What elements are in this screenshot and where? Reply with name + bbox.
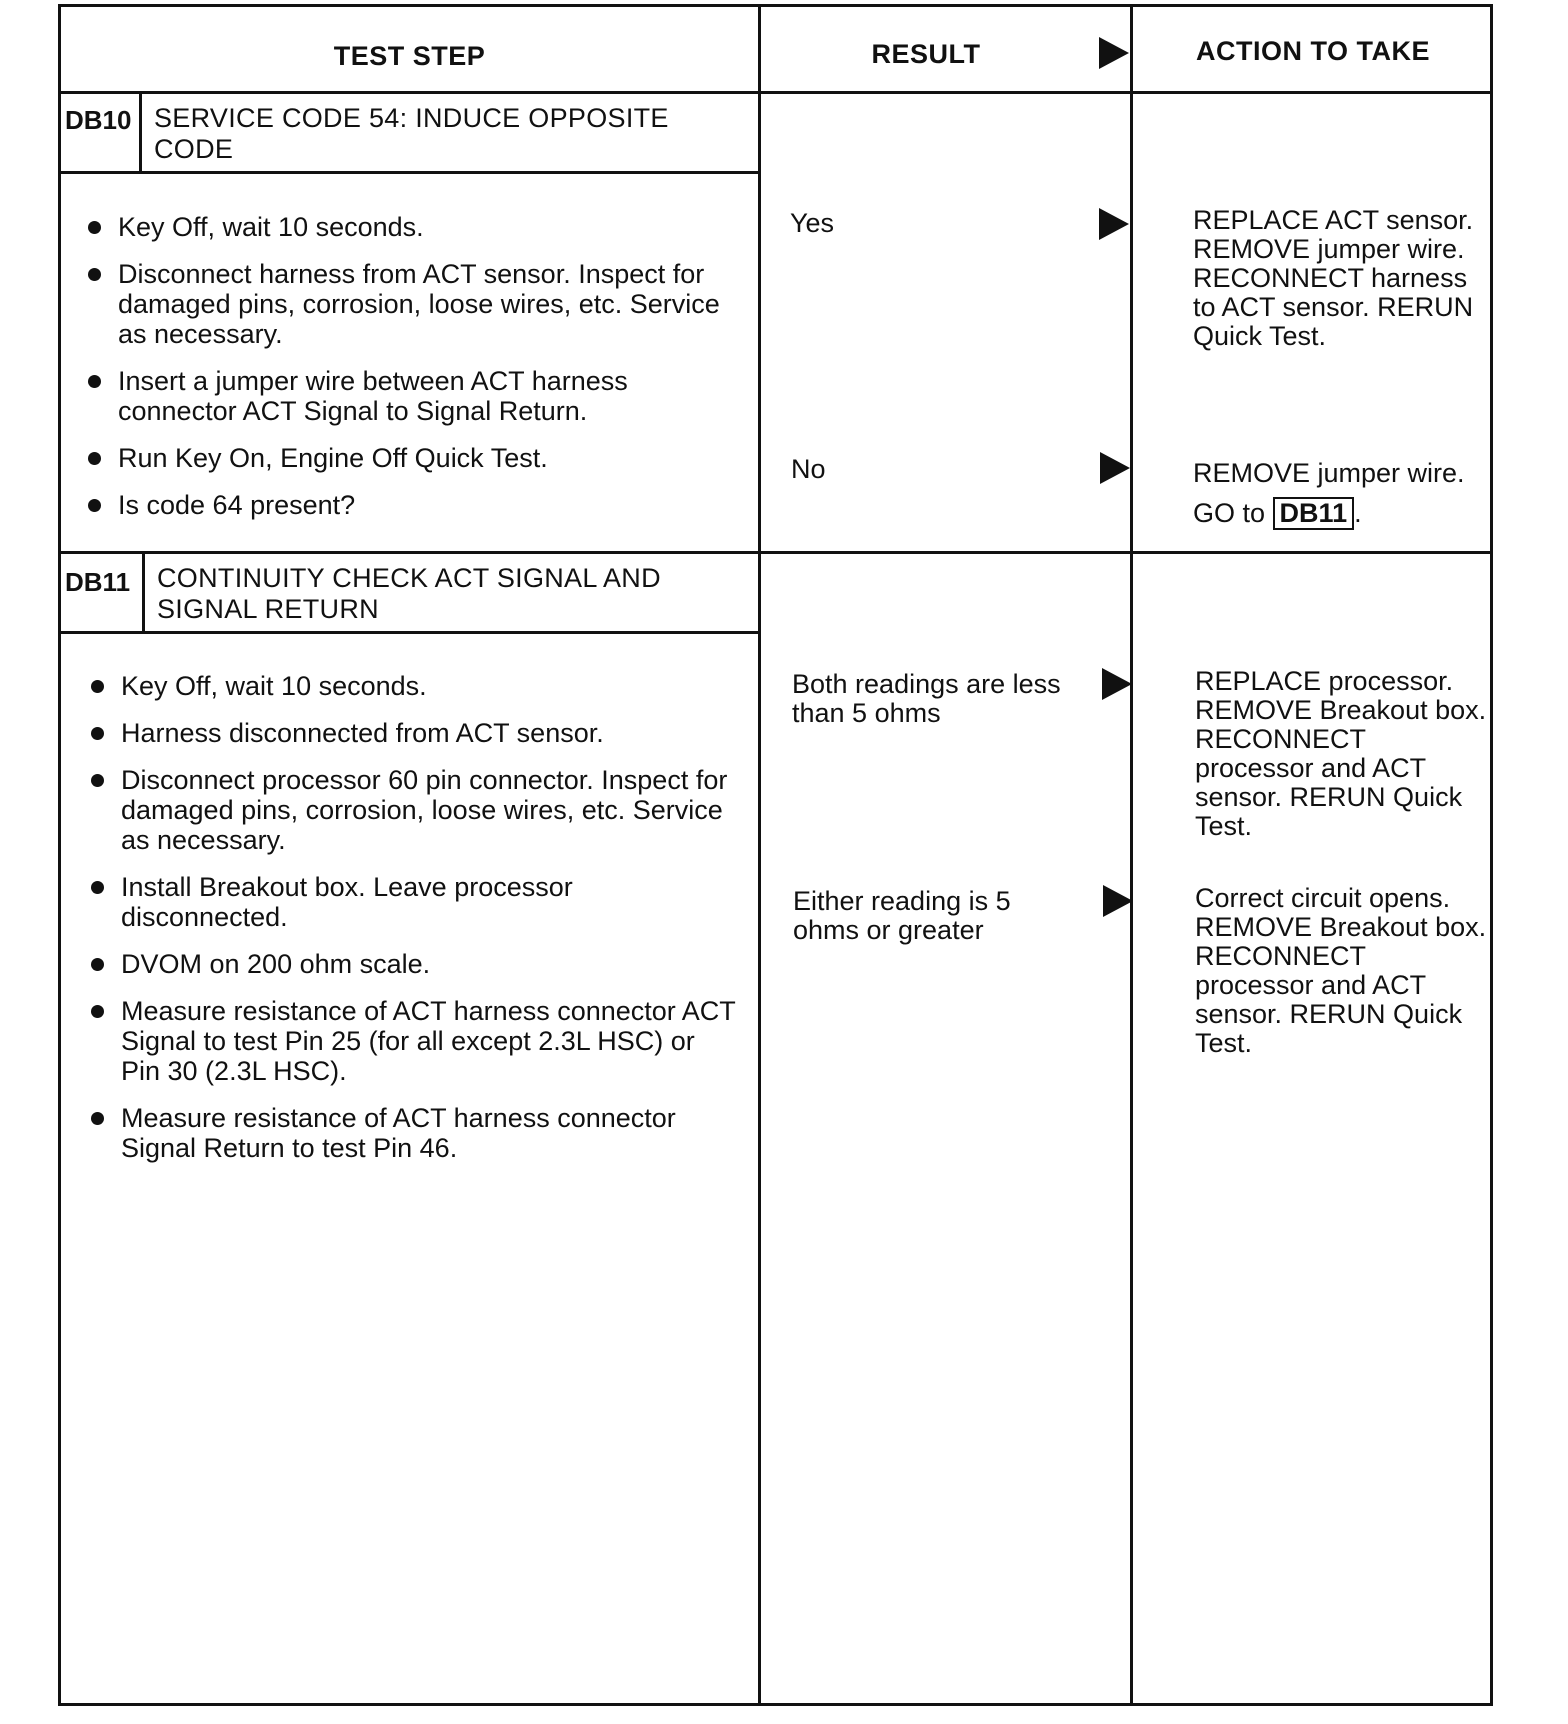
list-item: Key Off, wait 10 seconds. xyxy=(91,671,741,701)
bullet-icon xyxy=(91,958,104,971)
column-divider-action xyxy=(1130,7,1133,1703)
list-item: Disconnect processor 60 pin connector. Inspect for damaged pins, corrosion, loose wires, etc. Service as necessary. xyxy=(91,765,741,855)
column-divider-result xyxy=(758,7,761,1703)
list-item: Measure resistance of ACT harness connector Signal Return to test Pin 46. xyxy=(91,1103,741,1163)
list-item: Measure resistance of ACT harness connector ACT Signal to test Pin 25 (for all except 2.3L HSC) or Pin 30 (2.3L HSC). xyxy=(91,996,741,1086)
result-db11-5-or-greater: Either reading is 5 ohms or greater xyxy=(793,886,1011,945)
bullet-icon xyxy=(91,1112,104,1125)
bullet-icon xyxy=(88,268,101,281)
step-title-db11: CONTINUITY CHECK ACT SIGNAL AND SIGNAL RETURN xyxy=(157,563,661,624)
bullet-icon xyxy=(91,881,104,894)
bullet-icon xyxy=(88,499,101,512)
db10-id-divider xyxy=(139,91,142,171)
list-item: Disconnect harness from ACT sensor. Inspect for damaged pins, corrosion, loose wires, etc. Service as necessary. xyxy=(88,259,728,349)
header-result: RESULT xyxy=(871,39,981,69)
list-item: Harness disconnected from ACT sensor. xyxy=(91,718,741,748)
bullet-icon xyxy=(88,375,101,388)
goto-end: . xyxy=(1354,498,1362,528)
db11-id-divider xyxy=(142,551,145,631)
list-item: Key Off, wait 10 seconds. xyxy=(88,212,728,242)
header-action: ACTION TO TAKE xyxy=(1196,36,1430,66)
goto-step-ref[interactable]: DB11 xyxy=(1273,497,1355,530)
bullet-icon xyxy=(91,727,104,740)
result-db10-no: No xyxy=(791,454,826,484)
action-db10-no-goto xyxy=(1193,493,1493,533)
header-divider xyxy=(61,91,1490,94)
action-db11-less-than-5: REPLACE processor. REMOVE Breakout box. RECONNECT processor and ACT sensor. RERUN Quick Test. xyxy=(1195,666,1487,841)
list-item: DVOM on 200 ohm scale. xyxy=(91,949,741,979)
step-title-db10: SERVICE CODE 54: INDUCE OPPOSITE CODE xyxy=(154,103,669,164)
action-db10-yes: REPLACE ACT sensor. REMOVE jumper wire. RECONNECT harness to ACT sensor. RERUN Quick Test. xyxy=(1193,205,1474,351)
db10-title-divider xyxy=(61,171,758,174)
arrow-icon xyxy=(1100,452,1130,484)
step-divider xyxy=(61,551,1490,554)
list-item: Insert a jumper wire between ACT harness connector ACT Signal to Signal Return. xyxy=(88,366,728,426)
step-id-db11: DB11 xyxy=(65,567,131,597)
arrow-icon xyxy=(1102,668,1132,700)
bullet-icon xyxy=(88,452,101,465)
arrow-icon xyxy=(1103,885,1133,917)
step-id-db10: DB10 xyxy=(65,105,132,135)
result-db10-yes: Yes xyxy=(790,208,835,238)
header-test-step: TEST STEP xyxy=(333,41,486,71)
action-db10-no-line1: REMOVE jumper wire. xyxy=(1193,458,1465,488)
bullet-icon xyxy=(91,774,104,787)
action-db11-5-or-greater: Correct circuit opens. REMOVE Breakout box. RECONNECT processor and ACT sensor. RERUN Quick Test. xyxy=(1195,883,1487,1058)
list-item: Run Key On, Engine Off Quick Test. xyxy=(88,443,728,473)
bullet-icon xyxy=(91,1005,104,1018)
db11-title-divider xyxy=(61,631,758,634)
diagnostic-table xyxy=(58,4,1493,1706)
list-item: Is code 64 present? xyxy=(88,490,728,520)
arrow-icon xyxy=(1099,208,1129,240)
bullet-icon xyxy=(91,680,104,693)
goto-label: GO to xyxy=(1193,498,1266,528)
result-db11-less-than-5: Both readings are less than 5 ohms xyxy=(792,669,1061,728)
action-db10-no xyxy=(1193,453,1493,533)
db10-bullet-list xyxy=(88,212,728,537)
bullet-icon xyxy=(88,221,101,234)
db11-bullet-list xyxy=(91,671,741,1180)
list-item: Install Breakout box. Leave processor disconnected. xyxy=(91,872,741,932)
header-arrow-icon xyxy=(1099,37,1129,69)
